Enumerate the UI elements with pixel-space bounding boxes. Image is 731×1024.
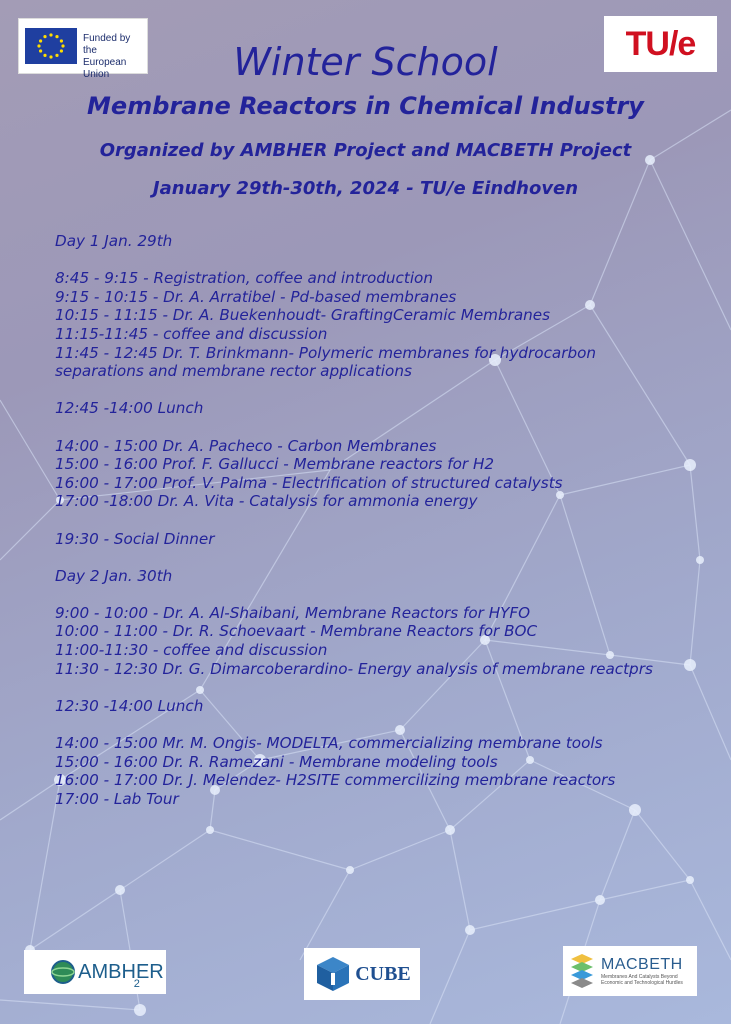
schedule-item: 16:00 - 17:00 Prof. V. Palma - Electrification of structured catalysts	[55, 473, 563, 492]
schedule-item: 16:00 - 17:00 Dr. J. Melendez- H2SITE commercilizing membrane reactors	[55, 771, 616, 790]
eu-funding-line2: European Union	[83, 57, 127, 80]
program-schedule	[55, 232, 715, 808]
schedule-item: 11:45 - 12:45 Dr. T. Brinkmann- Polymeric membranes for hydrocarbon separations and membrane rector applications	[55, 343, 597, 381]
page-title: Winter School	[233, 40, 498, 84]
ambher-logo-text: AMBH	[78, 960, 136, 983]
eu-funding-line1: Funded by the	[83, 33, 131, 56]
schedule-item: 10:00 - 11:00 - Dr. R. Schoevaart - Membrane Reactors for BOC	[55, 622, 538, 641]
schedule-item: 15:00 - 16:00 Prof. F. Gallucci - Membrane reactors for H2	[55, 455, 495, 474]
cube-icon	[313, 954, 353, 994]
day2-heading: Day 2 Jan. 30th	[55, 566, 173, 585]
macbeth-tagline: Membranes And Catalysts Beyond Economic and Technological Hurdles	[601, 974, 683, 986]
schedule-item: 14:00 - 15:00 Mr. M. Ongis- MODELTA, commercializing membrane tools	[55, 734, 603, 753]
cube-logo-text: CUBE	[355, 962, 411, 985]
schedule-item: 11:30 - 12:30 Dr. G. Dimarcoberardino- Energy analysis of membrane reactprs	[55, 659, 653, 678]
schedule-item: 17:00 -18:00 Dr. A. Vita - Catalysis for ammonia energy	[55, 492, 478, 511]
date-location-line: January 29th-30th, 2024 - TU/e Eindhoven	[152, 178, 579, 199]
macbeth-logo-text: MACBETH	[601, 956, 683, 973]
lunch-item: 12:45 -14:00 Lunch	[55, 399, 204, 418]
cube-logo	[304, 948, 420, 1000]
day1-heading: Day 1 Jan. 29th	[55, 232, 173, 250]
schedule-item: 9:15 - 10:15 - Dr. A. Arratibel - Pd-based membranes	[55, 287, 457, 306]
ambher-globe-icon	[50, 959, 76, 985]
macbeth-logo	[563, 946, 697, 996]
schedule-item: 15:00 - 16:00 Dr. R. Ramezani - Membrane modeling tools	[55, 752, 498, 771]
schedule-item: 14:00 - 15:00 Dr. A. Pacheco - Carbon Membranes	[55, 436, 437, 455]
organizers-line: Organized by AMBHER Project and MACBETH Project	[99, 140, 632, 161]
schedule-item: 11:00-11:30 - coffee and discussion	[55, 641, 328, 660]
schedule-item: 10:15 - 11:15 - Dr. A. Buekenhoudt- GraftingCeramic Membranes	[55, 306, 551, 325]
schedule-item: 8:45 - 9:15 - Registration, coffee and introduction	[55, 269, 433, 288]
ambher-logo-suffix: ER	[135, 961, 164, 983]
dinner-item: 19:30 - Social Dinner	[55, 529, 215, 548]
schedule-item: 11:15-11:45 - coffee and discussion	[55, 324, 328, 343]
lunch-item: 12:30 -14:00 Lunch	[55, 696, 204, 715]
schedule-item: 9:00 - 10:00 - Dr. A. Al-Shaibani, Membrane Reactors for HYFO	[55, 603, 531, 622]
schedule-item: 17:00 - Lab Tour	[55, 789, 179, 808]
macbeth-stack-icon	[569, 952, 595, 990]
page-subtitle: Membrane Reactors in Chemical Industry	[87, 92, 644, 120]
ambher-logo-subscript: 2	[133, 978, 140, 990]
ambher-logo	[24, 950, 166, 994]
tue-logo-text: TU/e	[625, 24, 696, 63]
